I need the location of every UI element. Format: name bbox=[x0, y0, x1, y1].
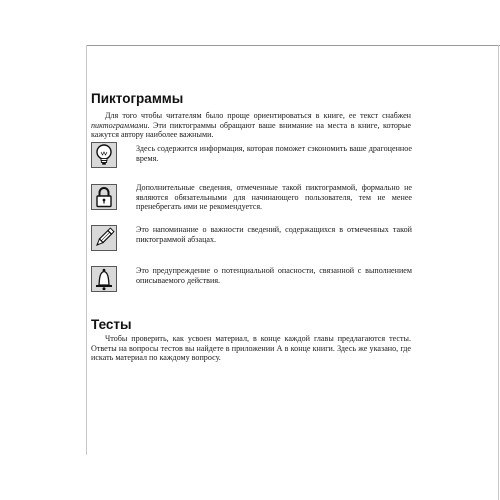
bell-entry-text: Это предупреждение о потенциальной опасности, связанной с выполнением описываемого действия. bbox=[136, 266, 412, 285]
pictograms-intro-paragraph bbox=[91, 111, 411, 140]
lightbulb-icon bbox=[91, 142, 117, 168]
page-left-border bbox=[86, 45, 87, 455]
intro-text-part-1: Для того чтобы читателям было проще ориентироваться в книге, ее текст снабжен bbox=[105, 111, 411, 120]
lightbulb-entry-text: Здесь содержится информация, которая поможет сэкономить ваше драгоценное время. bbox=[136, 144, 412, 163]
tests-text: Чтобы проверить, как усвоен материал, в конце каждой главы предлагаются тесты. Ответы на вопросы тестов вы найдете в приложении А в конце книги. Здесь же указано, где искать материал по каждому вопросу. bbox=[91, 334, 411, 363]
padlock-icon bbox=[91, 184, 117, 210]
intro-text-part-2: . Эти пиктограммы обращают ваше внимание на места в книге, которые кажутся автору наиболее важными. bbox=[91, 120, 411, 140]
padlock-entry-text: Дополнительные сведения, отмеченные такой пиктограммой, формально не являются обязательными для начинающего пользователя, тем не менее пренебрегать ими не рекомендуется. bbox=[136, 183, 412, 212]
pencil-icon bbox=[91, 225, 117, 251]
tests-heading: Тесты bbox=[91, 317, 132, 332]
page-right-border bbox=[498, 45, 499, 500]
tests-paragraph bbox=[91, 334, 411, 363]
intro-text-italic: пиктограммами bbox=[91, 120, 148, 130]
pictograms-heading: Пиктограммы bbox=[91, 91, 184, 106]
page-top-border bbox=[86, 45, 500, 46]
bell-icon bbox=[91, 266, 117, 292]
pencil-entry-text: Это напоминание о важности сведений, содержащихся в отмеченных такой пиктограммой абзацах. bbox=[136, 225, 412, 244]
